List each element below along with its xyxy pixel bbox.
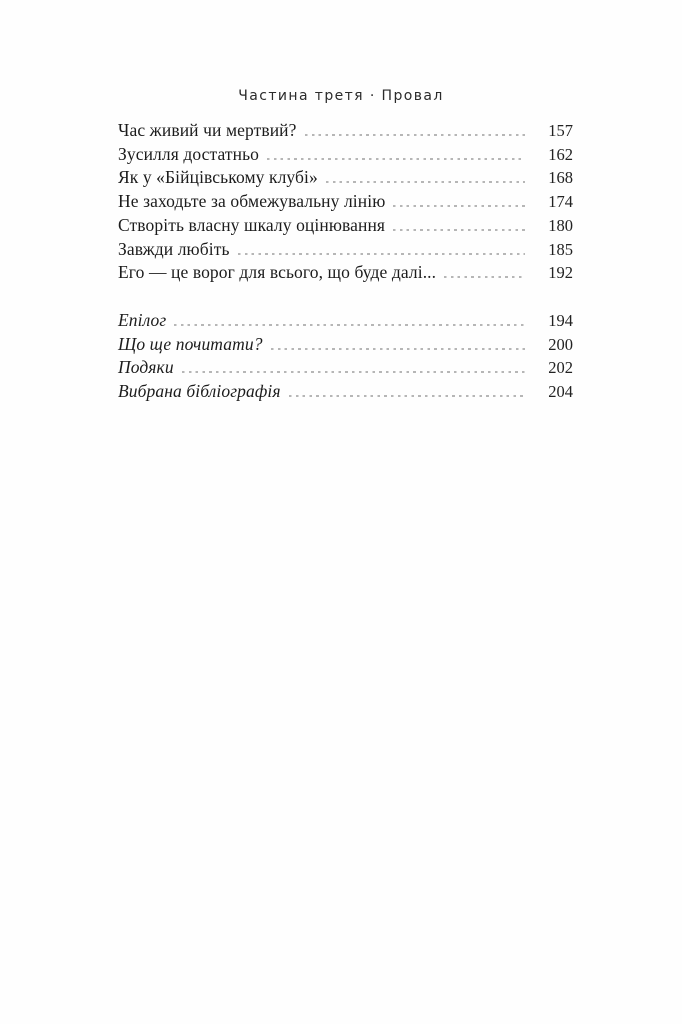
back-matter-list (118, 309, 573, 404)
dotted-leader (393, 229, 525, 231)
dotted-leader (267, 158, 525, 160)
entry-page-number: 157 (548, 121, 573, 140)
entry-page-number: 200 (548, 334, 573, 354)
entry-page-number: 168 (548, 168, 573, 188)
toc-entry (118, 190, 573, 214)
entry-page-number: 185 (548, 239, 573, 259)
entry-page-number: 194 (548, 310, 573, 330)
entry-title: Створіть власну шкалу оцінювання (118, 214, 386, 235)
dotted-leader (182, 371, 525, 373)
entry-title: Вибрана бібліографія (118, 381, 281, 402)
dotted-leader (305, 134, 525, 136)
dotted-leader (289, 395, 525, 397)
entry-title: Зусилля достатньо (118, 143, 260, 164)
toc-entry (118, 261, 573, 285)
entry-page-number: 162 (548, 144, 573, 164)
dotted-leader (271, 348, 525, 350)
dotted-leader (238, 253, 525, 255)
entry-title: Епілог (118, 309, 167, 330)
toc-entry (118, 380, 573, 404)
entry-page-number: 204 (548, 382, 573, 402)
toc-entry (118, 119, 573, 143)
toc-entry (118, 309, 573, 333)
dotted-leader (444, 276, 525, 278)
toc-entry (118, 333, 573, 357)
entry-page-number: 192 (548, 263, 573, 283)
toc-entry (118, 356, 573, 380)
toc-entry (118, 214, 573, 238)
entry-title: Як у «Бійцівському клубі» (118, 167, 318, 188)
entry-page-number: 180 (548, 215, 573, 235)
chapter-list (118, 119, 573, 285)
entry-title: Подяки (118, 357, 174, 378)
entry-title: Завжди любіть (118, 238, 230, 259)
toc-entry (118, 143, 573, 167)
entry-title: Час живий чи мертвий? (118, 120, 297, 140)
dotted-leader (393, 205, 525, 207)
toc-entry (118, 166, 573, 190)
dotted-leader (326, 181, 525, 183)
table-of-contents (118, 119, 573, 404)
entry-title: Его — це ворог для всього, що буде далі... (118, 262, 437, 283)
entry-title: Що ще почитати? (118, 333, 263, 354)
dotted-leader (174, 324, 525, 326)
toc-entry (118, 238, 573, 262)
entry-page-number: 174 (548, 192, 573, 212)
entry-page-number: 202 (548, 358, 573, 378)
entry-title: Не заходьте за обмежувальну лінію (118, 191, 386, 212)
part-heading: Частина третя · Провал (238, 88, 444, 104)
